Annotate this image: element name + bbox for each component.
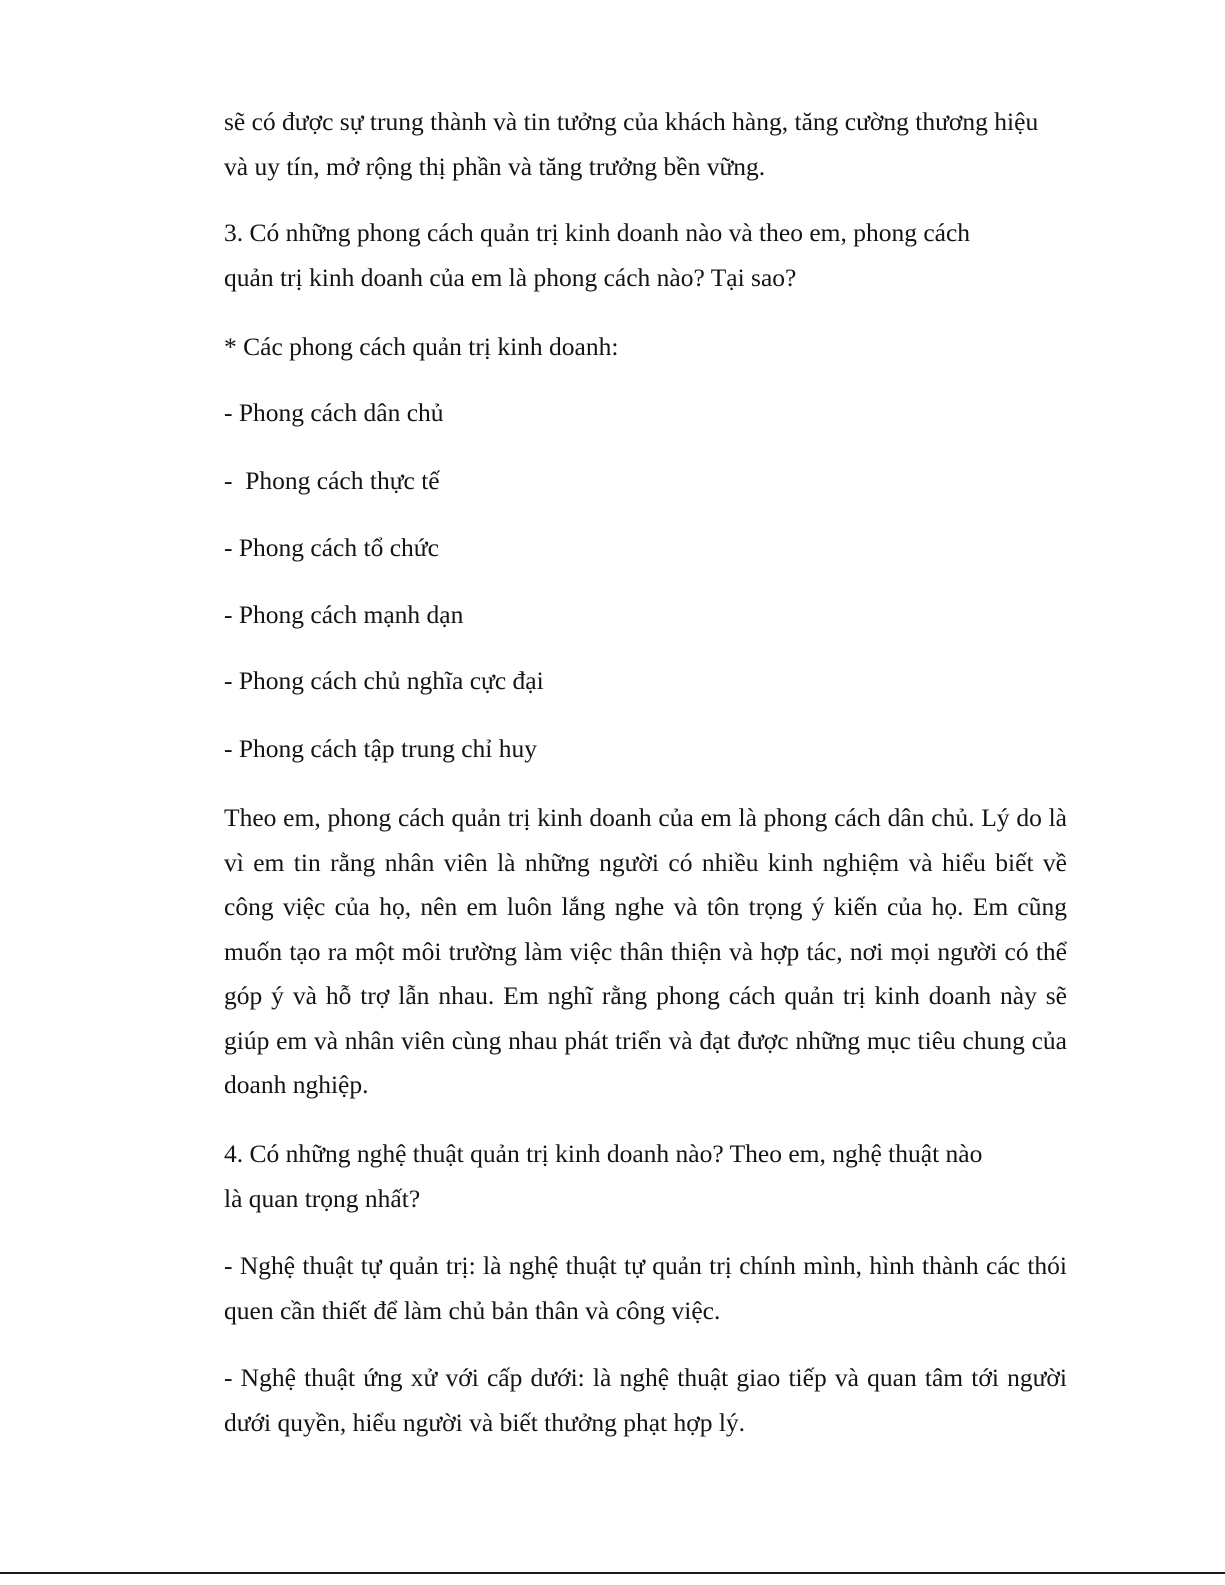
opinion-paragraph: Theo em, phong cách quản trị kinh doanh của em là phong cách dân chủ. Lý do là vì em tin rằng nhân viên là những người có nhiều kinh nghiệm và hiểu biết về công việc của họ, nên em luôn lắng nghe và tôn trọng ý kiến của họ. Em cũng muốn tạo ra một môi trường làm việc thân thiện và hợp tác, nơi mọi người có thể góp ý và hỗ trợ lẫn nhau. Em nghĩ rằng phong cách quản trị kinh doanh này sẽ giúp em và nhân viên cùng nhau phát triển và đạt được những mục tiêu chung của doanh nghiệp. <box>224 803 1067 1099</box>
list-item: - Phong cách chủ nghĩa cực đại <box>224 666 544 695</box>
list-item: - Phong cách tập trung chỉ huy <box>224 734 538 763</box>
list-item: - Phong cách dân chủ <box>224 398 444 427</box>
intro-line-2: và uy tín, mở rộng thị phần và tăng trưởng bền vững. <box>224 151 766 181</box>
art-self-management: - Nghệ thuật tự quản trị: là nghệ thuật tự quản trị chính mình, hình thành các thói quen cần thiết để làm chủ bản thân và công việc. <box>224 1251 1067 1325</box>
list-item: - Phong cách tổ chức <box>224 533 439 562</box>
intro-paragraph <box>224 100 1067 189</box>
question-4-line-2: là quan trọng nhất? <box>224 1183 421 1213</box>
styles-heading: * Các phong cách quản trị kinh doanh: <box>224 332 619 361</box>
question-3 <box>224 211 1067 300</box>
list-item: - Phong cách thực tế <box>224 466 440 495</box>
list-item: - Phong cách mạnh dạn <box>224 600 464 629</box>
bottom-divider <box>0 1572 1225 1574</box>
question-4 <box>224 1132 1067 1221</box>
art-subordinates: - Nghệ thuật ứng xử với cấp dưới: là nghệ thuật giao tiếp và quan tâm tới người dưới quyền, hiểu người và biết thưởng phạt hợp lý. <box>224 1363 1067 1437</box>
question-4-line-1: 4. Có những nghệ thuật quản trị kinh doanh nào? Theo em, nghệ thuật nào <box>224 1139 983 1168</box>
question-3-line-2: quản trị kinh doanh của em là phong cách nào? Tại sao? <box>224 262 797 292</box>
intro-line-1: sẽ có được sự trung thành và tin tưởng của khách hàng, tăng cường thương hiệu <box>224 107 1039 136</box>
question-3-line-1: 3. Có những phong cách quản trị kinh doanh nào và theo em, phong cách <box>224 218 971 247</box>
